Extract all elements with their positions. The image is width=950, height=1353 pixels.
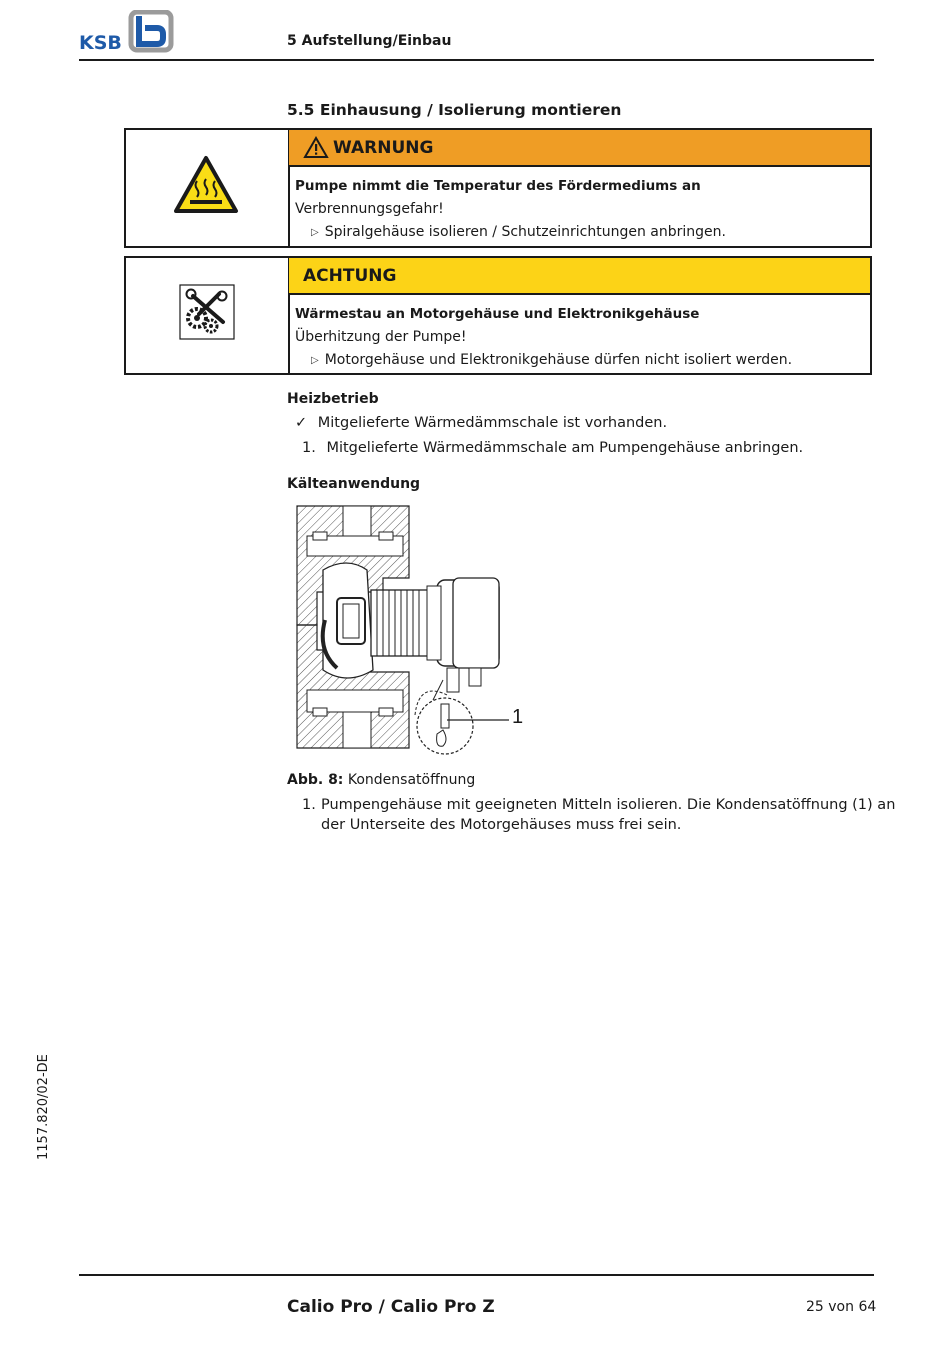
cooling-step-line1: Pumpengehäuse mit geeigneten Mitteln isolieren. Die Kondensatöffnung (1) an — [321, 797, 896, 813]
warning-consequence: Verbrennungsgefahr! — [295, 201, 444, 217]
exclamation-triangle-icon — [303, 136, 329, 159]
caution-header — [289, 258, 870, 295]
heating-step-number: 1. — [302, 440, 316, 456]
cooling-step-number: 1. — [302, 797, 316, 813]
document-number: 1157.820/02-DE — [36, 1054, 51, 1160]
heating-title: Heizbetrieb — [287, 391, 379, 407]
warning-action: Spiralgehäuse isolieren / Schutzeinrichtungen anbringen. — [324, 224, 726, 240]
cooling-step-line2: der Unterseite des Motorgehäuses muss frei sein. — [321, 816, 682, 833]
product-name: Calio Pro / Calio Pro Z — [287, 1297, 495, 1317]
caution-signal-word: ACHTUNG — [303, 266, 397, 286]
warning-body — [295, 175, 864, 245]
ksb-logo — [79, 10, 179, 54]
action-triangle-icon: ▷ — [311, 227, 319, 238]
warning-icon-cell — [126, 130, 290, 246]
warning-header — [289, 130, 870, 167]
warning-signal-word: WARNUNG — [333, 138, 434, 158]
check-icon: ✓ — [295, 415, 308, 431]
heating-step — [302, 440, 803, 456]
figure-callout-1: 1 — [512, 706, 524, 728]
hot-surface-warning-icon — [173, 155, 239, 215]
caution-icon-cell — [126, 258, 290, 373]
heating-precondition — [295, 415, 667, 431]
page-number: 25 von 64 — [806, 1299, 877, 1315]
machine-damage-icon — [179, 284, 235, 340]
heating-precondition-text: Mitgelieferte Wärmedämmschale ist vorhanden. — [317, 415, 668, 431]
caution-action: Motorgehäuse und Elektronikgehäuse dürfen nicht isoliert werden. — [324, 352, 793, 368]
heating-step-text: Mitgelieferte Wärmedämmschale am Pumpengehäuse anbringen. — [326, 440, 804, 456]
action-triangle-icon: ▷ — [311, 355, 319, 366]
ksb-logo-mark-icon — [79, 10, 179, 54]
figure-caption — [287, 772, 475, 788]
figure-caption-label: Abb. 8: — [287, 772, 344, 788]
caution-body — [295, 303, 864, 373]
figure-caption-text: Kondensatöffnung — [347, 772, 476, 788]
cooling-title: Kälteanwendung — [287, 476, 421, 492]
pump-condensate-figure — [287, 500, 537, 758]
warning-box — [124, 128, 872, 248]
caution-headline: Wärmestau an Motorgehäuse und Elektronikgehäuse — [295, 306, 700, 322]
logo-text: KSB — [79, 32, 122, 54]
section-title: 5.5 Einhausung / Isolierung montieren — [287, 101, 622, 119]
caution-consequence: Überhitzung der Pumpe! — [295, 329, 467, 345]
caution-box — [124, 256, 872, 375]
warning-headline: Pumpe nimmt die Temperatur des Fördermediums an — [295, 178, 701, 194]
cooling-step — [302, 796, 896, 833]
chapter-title: 5 Aufstellung/Einbau — [287, 33, 452, 49]
footer-divider — [79, 1274, 874, 1276]
header-divider — [79, 59, 874, 61]
